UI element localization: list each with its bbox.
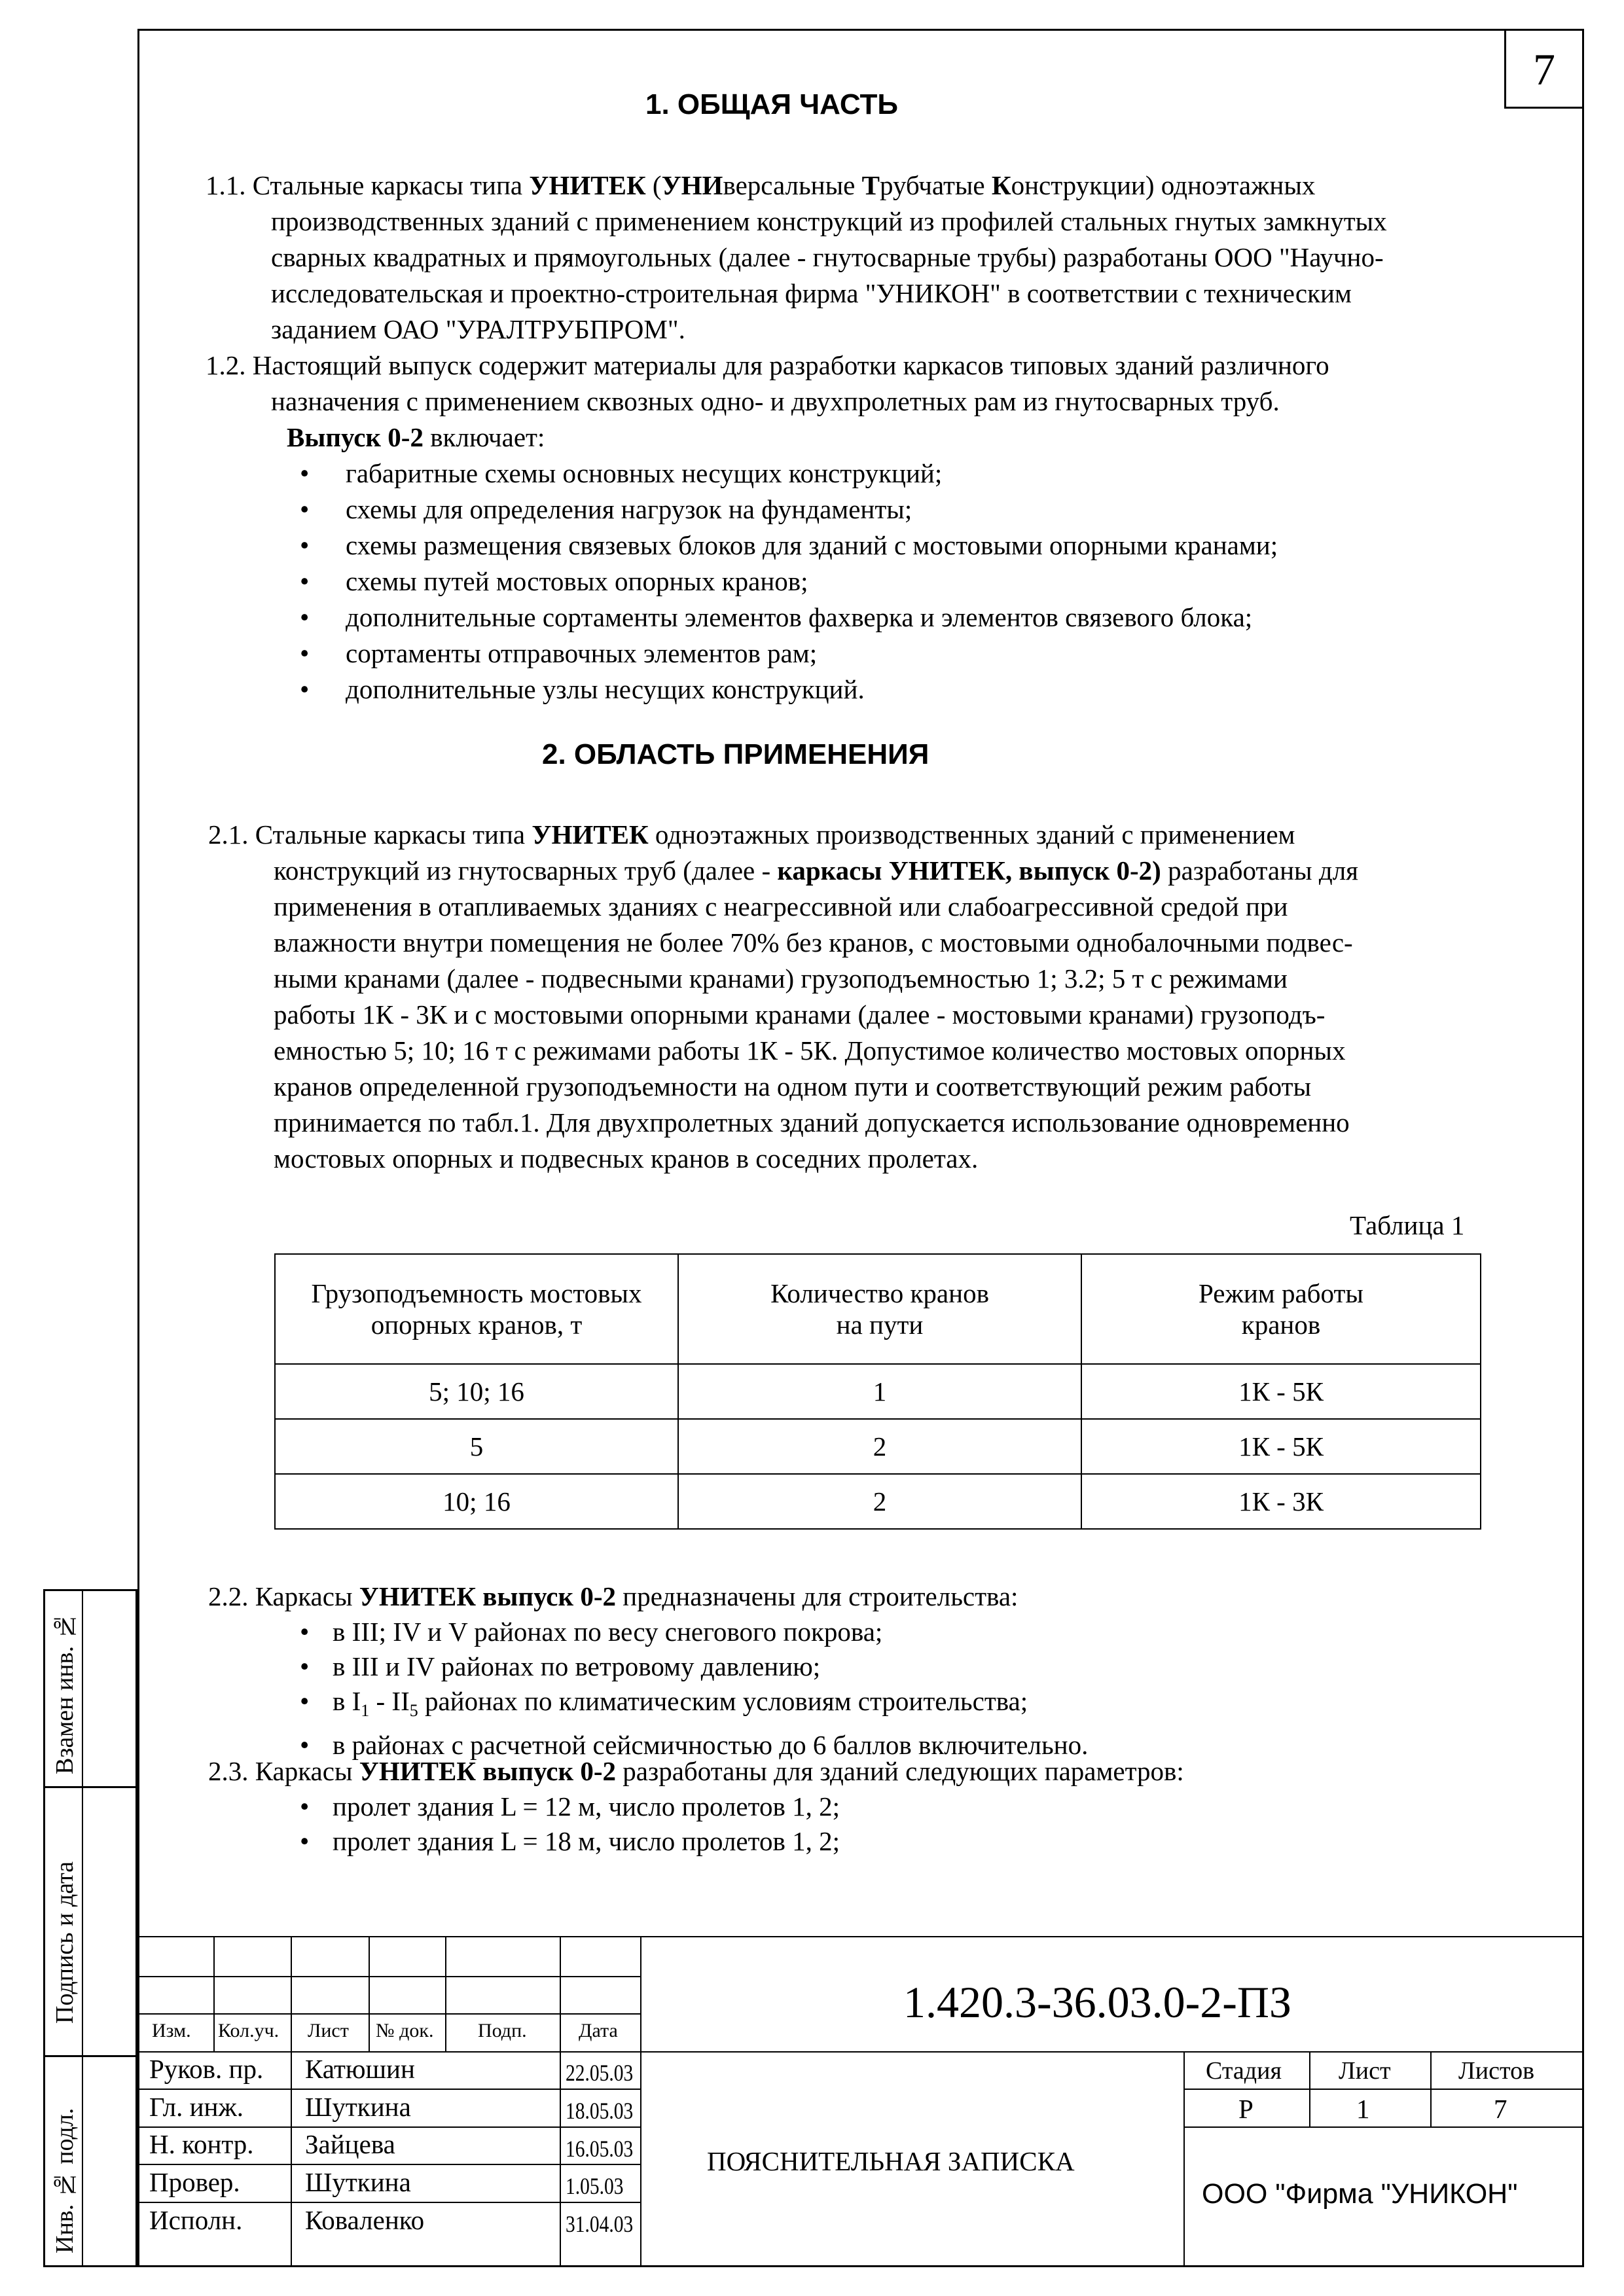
table-cell: 1К - 5К xyxy=(1081,1364,1481,1419)
section-1-heading: 1. ОБЩАЯ ЧАСТЬ xyxy=(645,88,899,120)
table-cell: 5; 10; 16 xyxy=(275,1364,678,1419)
side-label: Подпись и дата xyxy=(51,1861,79,2024)
paragraph-line: применения в отапливаемых зданиях с неагрессивной или слабоагрессивной средой при xyxy=(274,891,1288,922)
list-item: • в районах с расчетной сейсмичностью до 6 баллов включительно. xyxy=(300,1728,1088,1763)
paragraph-2-1-second-line: конструкций из гнутосварных труб (далее - каркасы УНИТЕК, выпуск 0-2) разработаны для xyxy=(274,855,1359,886)
crane-table xyxy=(274,1253,1481,1530)
list-item: • в $I_1 - II_5$ районах по климатическим условиям строительства; xyxy=(300,1684,1088,1728)
sheets-label: Листов xyxy=(1458,2057,1535,2085)
list-item: • в III; IV и V районах по весу снегового покрова; xyxy=(300,1615,1088,1649)
paragraph-line: мостовых опорных и подвесных кранов в соседних пролетах. xyxy=(274,1143,979,1174)
list-item: • схемы для определения нагрузок на фундаменты; xyxy=(300,492,1278,528)
paragraph-1-1 xyxy=(206,168,1387,348)
col-header: Лист xyxy=(308,2020,349,2041)
paragraph-2-2: 2.2. Каркасы УНИТЕК выпуск 0-2 предназначены для строительства: xyxy=(208,1581,1019,1611)
signer-name: Шуткина xyxy=(305,2167,411,2197)
sign-date: 1.05.03 xyxy=(566,2173,624,2199)
table-row xyxy=(275,1419,1481,1474)
sign-date: 31.04.03 xyxy=(566,2211,634,2237)
table-cell: 2 xyxy=(678,1474,1081,1529)
paragraph-line: влажности внутри помещения не более 70% без кранов, с мостовыми однобалочными подвес- xyxy=(274,927,1353,958)
list-item: • схемы путей мостовых опорных кранов; xyxy=(300,564,1278,600)
side-replaced-inv-box xyxy=(43,1589,137,1788)
company-name: ООО "Фирма "УНИКОН" xyxy=(1202,2178,1518,2210)
paragraph-line: исследовательская и проектно-строительная фирма "УНИКОН" в соответствии с техническим xyxy=(271,278,1352,308)
list-item: • в III и IV районах по ветровому давлению; xyxy=(300,1649,1088,1684)
side-original-inv-box xyxy=(43,2055,137,2267)
paragraph-line: производственных зданий с применением конструкций из профилей стальных гнутых замкнутых xyxy=(271,206,1387,236)
list-item: • пролет здания L = 18 м, число пролетов 1, 2; xyxy=(300,1824,840,1859)
table-row xyxy=(275,1474,1481,1529)
sign-date: 22.05.03 xyxy=(566,2060,634,2086)
paragraph-line: кранов определенной грузоподъемности на одном пути и соответствующий режим работы xyxy=(274,1071,1312,1102)
paragraph-line: ными кранами (далее - подвесными кранами) грузоподъемностью 1; 3.2; 5 т с режимами xyxy=(274,963,1288,994)
col-header: Дата xyxy=(579,2020,618,2041)
paragraph-2-3: 2.3. Каркасы УНИТЕК выпуск 0-2 разработаны для зданий следующих параметров: xyxy=(208,1756,1184,1786)
section-2-3-bullet-list xyxy=(300,1789,840,1859)
sheet-value: 1 xyxy=(1356,2094,1370,2124)
paragraph-1-2 xyxy=(206,348,1329,456)
table-header-cell: Грузоподъемность мостовых опорных кранов, т xyxy=(275,1254,678,1364)
section-2-heading: 2. ОБЛАСТЬ ПРИМЕНЕНИЯ xyxy=(542,738,929,770)
col-header: Кол.уч. xyxy=(218,2020,280,2041)
table-cell: 5 xyxy=(275,1419,678,1474)
list-item: • сортаменты отправочных элементов рам; xyxy=(300,636,1278,672)
signer-name: Коваленко xyxy=(305,2205,425,2235)
table-header-cell: Количество кранов на пути xyxy=(678,1254,1081,1364)
signer-name: Катюшин xyxy=(305,2054,415,2084)
paragraph-line: работы 1К - 3К и с мостовыми опорными кранами (далее - мостовыми кранами) грузоподъ- xyxy=(274,999,1326,1030)
table-header-row xyxy=(275,1254,1481,1364)
page-number: 7 xyxy=(1504,29,1584,109)
sign-date: 18.05.03 xyxy=(566,2098,634,2124)
table-caption: Таблица 1 xyxy=(1350,1210,1465,1240)
vypusk-intro: Выпуск 0-2 включает: xyxy=(287,422,545,452)
signer-role: Провер. xyxy=(149,2167,240,2197)
paragraph-line: назначения с применением сквозных одно- и двухпролетных рам из гнутосварных труб. xyxy=(271,386,1280,416)
list-item: • пролет здания L = 12 м, число пролетов 1, 2; xyxy=(300,1789,840,1824)
signer-name: Шуткина xyxy=(305,2092,411,2122)
table-cell: 2 xyxy=(678,1419,1081,1474)
stage-label: Стадия xyxy=(1206,2057,1282,2085)
signer-role: Н. контр. xyxy=(149,2129,254,2159)
paragraph-2-1 xyxy=(208,817,1358,1177)
paragraph-line: емностью 5; 10; 16 т с режимами работы 1К - 5К. Допустимое количество мостовых опорных xyxy=(274,1035,1346,1066)
table-cell: 1К - 3К xyxy=(1081,1474,1481,1529)
side-label: Взамен инв. № xyxy=(51,1612,79,1774)
sheet-label: Лист xyxy=(1339,2057,1391,2085)
table-cell: 1К - 5К xyxy=(1081,1419,1481,1474)
signer-role: Руков. пр. xyxy=(149,2054,264,2084)
signer-name: Зайцева xyxy=(305,2129,395,2159)
document-code: 1.420.3-36.03.0-2-ПЗ xyxy=(903,1977,1292,2027)
table-header-cell: Режим работы кранов xyxy=(1081,1254,1481,1364)
list-item: • габаритные схемы основных несущих конструкций; xyxy=(300,456,1278,492)
sheets-value: 7 xyxy=(1494,2094,1507,2124)
col-header: № док. xyxy=(376,2020,434,2041)
section-1-bullet-list xyxy=(300,456,1278,708)
table-cell: 1 xyxy=(678,1364,1081,1419)
list-item: • дополнительные сортаменты элементов фахверка и элементов связевого блока; xyxy=(300,600,1278,636)
list-item: • дополнительные узлы несущих конструкций. xyxy=(300,672,1278,708)
document-title: ПОЯСНИТЕЛЬНАЯ ЗАПИСКА xyxy=(707,2146,1075,2176)
paragraph-line: заданием ОАО "УРАЛТРУБПРОМ". xyxy=(271,314,685,344)
table-cell: 10; 16 xyxy=(275,1474,678,1529)
paragraph-line: 1.2. Настоящий выпуск содержит материалы для разработки каркасов типовых зданий различного xyxy=(206,350,1329,380)
section-2-2-bullet-list xyxy=(300,1615,1088,1763)
col-header: Изм. xyxy=(152,2020,191,2041)
list-item: • схемы размещения связевых блоков для зданий с мостовыми опорными кранами; xyxy=(300,528,1278,564)
table-row xyxy=(275,1364,1481,1419)
sign-date: 16.05.03 xyxy=(566,2136,634,2162)
signer-role: Исполн. xyxy=(149,2205,243,2235)
paragraph-line: принимается по табл.1. Для двухпролетных зданий допускается использование одновременно xyxy=(274,1107,1350,1138)
side-label: Инв. № подл. xyxy=(51,2108,79,2253)
stage-value: Р xyxy=(1238,2094,1254,2124)
side-signature-box xyxy=(43,1786,137,2057)
col-header: Подп. xyxy=(478,2020,527,2041)
paragraph-line: сварных квадратных и прямоугольных (далее - гнутосварные трубы) разработаны ООО "Научно- xyxy=(271,242,1384,272)
signer-role: Гл. инж. xyxy=(149,2092,244,2122)
paragraph-1-1-first-line: 1.1. Стальные каркасы типа УНИТЕК (УНИверсальные Трубчатые Конструкции) одноэтажных xyxy=(206,170,1316,200)
paragraph-2-1-first-line: 2.1. Стальные каркасы типа УНИТЕК одноэтажных производственных зданий с применением xyxy=(208,819,1295,850)
